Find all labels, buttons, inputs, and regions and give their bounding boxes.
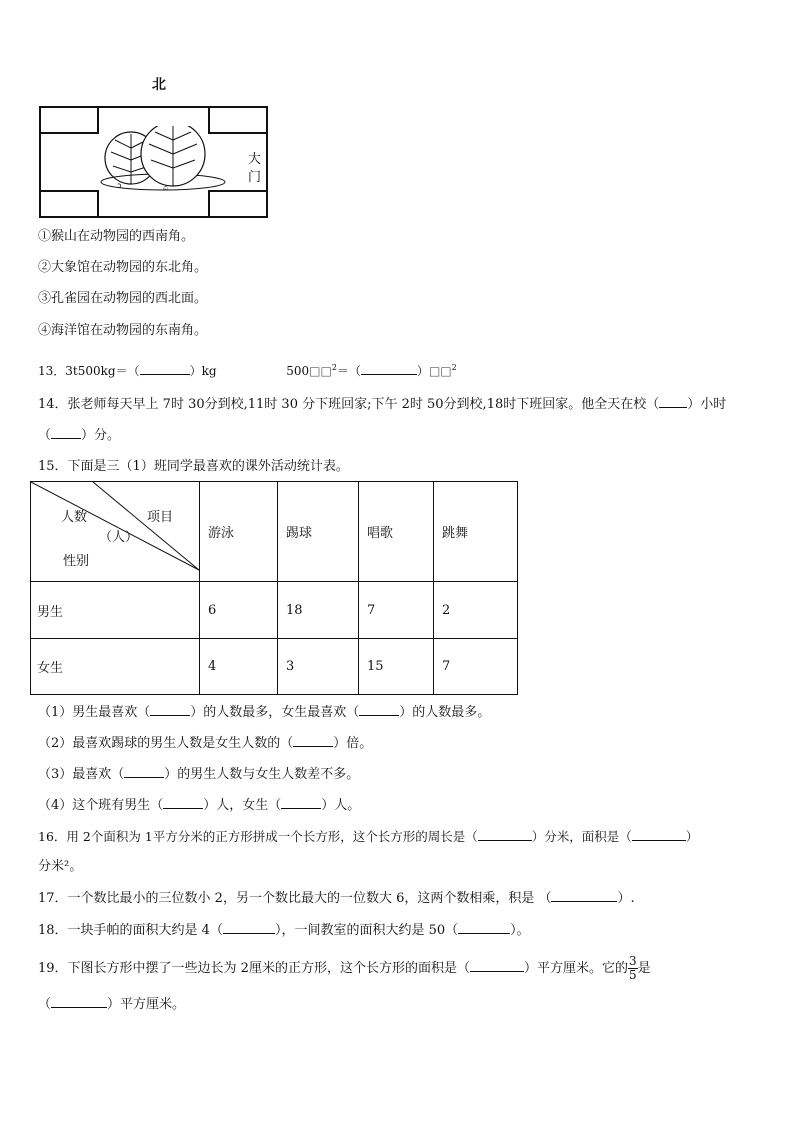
question-18 — [38, 921, 530, 940]
q14-minutes-blank[interactable] — [51, 426, 81, 439]
q15-sub2-text-a: （2）最喜欢踢球的男生人数是女生人数的（ — [38, 736, 294, 751]
q13-b-sup: 2 — [331, 363, 337, 372]
q17-blank[interactable] — [551, 889, 617, 902]
q19-text-b: ）平方厘米。它的 — [523, 961, 628, 976]
activity-stat-table — [30, 481, 518, 695]
fraction-numerator: 3 — [628, 954, 637, 968]
q13-a-prefix: 13．3t500kg＝（ — [38, 364, 140, 378]
q15-sub1-text-a: （1）男生最喜欢（ — [38, 705, 151, 720]
header-unit: （人） — [99, 530, 139, 545]
q17-text-b: ）. — [617, 891, 635, 906]
q19-blank-2[interactable] — [51, 995, 107, 1008]
q15-sub2-text-b: ）倍。 — [333, 736, 373, 751]
q15-sub-4 — [38, 796, 360, 815]
question-17 — [38, 889, 635, 908]
q19-blank-1[interactable] — [470, 959, 524, 972]
gate-label-2: 门 — [248, 170, 262, 185]
q18-blank-2[interactable] — [458, 921, 510, 934]
table-cell: 7 — [434, 639, 518, 695]
table-cell: 18 — [278, 582, 359, 639]
q15-sub3-blank[interactable] — [124, 765, 164, 778]
q13-b-prefix: 500 — [286, 364, 310, 378]
fraction — [628, 955, 638, 982]
table-header-row — [31, 482, 518, 582]
question-16-line-1 — [38, 828, 698, 846]
trees-icon — [91, 126, 231, 196]
q14-hours-blank[interactable] — [659, 395, 687, 408]
q14-text-a: 14．张老师每天早上 7时 30分到校,11时 30 分下班回家;下午 2时 50分到校,18时下班回家。他全天在校（ — [38, 397, 660, 412]
q12-option-1: ①猴山在动物园的西南角。 — [38, 229, 195, 244]
q19-text-e: ）平方厘米。 — [107, 997, 186, 1012]
q15-sub4-blank-2[interactable] — [281, 796, 321, 809]
q16-perimeter-blank[interactable] — [478, 828, 532, 841]
table-diagonal-header — [31, 482, 200, 582]
q19-text-d: （ — [38, 997, 52, 1012]
header-count: 人数 — [61, 510, 88, 525]
question-14-line-2 — [38, 426, 120, 445]
q15-sub3-text-b: ）的男生人数与女生人数差不多。 — [164, 767, 360, 782]
q15-sub4-blank-1[interactable] — [163, 796, 203, 809]
zoo-map — [39, 106, 268, 218]
q13-b-unit2: □□ — [428, 364, 452, 378]
q16-text-b: ）分米，面积是（ — [531, 829, 632, 844]
q13-b-suffix: ） — [416, 364, 429, 378]
table-row — [31, 582, 518, 639]
q19-text-a: 19．下图长方形中摆了一些边长为 2厘米的正方形，这个长方形的面积是（ — [38, 961, 470, 976]
q15-sub2-blank[interactable] — [293, 734, 333, 747]
question-19-line-2 — [38, 995, 185, 1014]
q14-text-b: ）小时 — [687, 397, 727, 412]
fraction-denominator: 5 — [628, 968, 637, 982]
q15-intro: 15．下面是三（1）班同学最喜欢的课外活动统计表。 — [38, 459, 349, 474]
q15-sub-3 — [38, 765, 359, 784]
q15-sub3-text-a: （3）最喜欢（ — [38, 767, 125, 782]
q17-text-a: 17．一个数比最小的三位数小 2，另一个数比最大的一位数大 6，这两个数相乘，积是 （ — [38, 891, 552, 906]
q14-text-d: ）分。 — [81, 428, 121, 443]
q16-area-blank[interactable] — [632, 828, 686, 841]
q15-sub-1 — [38, 703, 490, 722]
header-gender: 性别 — [63, 554, 90, 569]
table-cell: 4 — [200, 639, 278, 695]
q15-sub1-text-c: ）的人数最多。 — [399, 705, 491, 720]
q19-text-c: 是 — [637, 961, 651, 976]
svg-text:ಎ: ಎ — [163, 183, 169, 192]
north-label: 北 — [152, 77, 166, 93]
table-cell: 6 — [200, 582, 278, 639]
q16-text-a: 16．用 2个面积为 1平方分米的正方形拼成一个长方形，这个长方形的周长是（ — [38, 829, 478, 844]
map-corner-sw — [39, 190, 99, 218]
q15-sub1-blank-2[interactable] — [359, 703, 399, 716]
q13-b-sup2: 2 — [451, 363, 457, 372]
column-header: 唱歌 — [359, 482, 434, 582]
question-16-line-2: 分米²。 — [38, 859, 83, 874]
table-cell: 2 — [434, 582, 518, 639]
q13-a-suffix: ）kg — [189, 364, 217, 378]
column-header: 游泳 — [200, 482, 278, 582]
table-row — [31, 639, 518, 695]
q13-a-blank[interactable] — [140, 362, 190, 375]
q15-sub4-text-a: （4）这个班有男生（ — [38, 798, 164, 813]
q14-text-c: （ — [38, 428, 52, 443]
table-cell: 3 — [278, 639, 359, 695]
row-label: 女生 — [31, 639, 200, 695]
row-label: 男生 — [31, 582, 200, 639]
q15-sub1-text-b: ）的人数最多，女生最喜欢（ — [190, 705, 360, 720]
q15-sub4-text-b: ）人，女生（ — [203, 798, 282, 813]
q15-sub1-blank-1[interactable] — [150, 703, 190, 716]
table-cell: 15 — [359, 639, 434, 695]
q18-text-c: ）。 — [510, 923, 530, 938]
q13-b-blank[interactable] — [361, 362, 417, 375]
header-item: 项目 — [147, 510, 174, 525]
q15-sub-2 — [38, 734, 372, 753]
table-cell: 7 — [359, 582, 434, 639]
q18-blank-1[interactable] — [223, 921, 275, 934]
map-corner-nw — [39, 106, 99, 134]
q13-b-mid: ＝（ — [336, 364, 361, 378]
q13-b-unit: □□ — [309, 364, 332, 378]
column-header: 踢球 — [278, 482, 359, 582]
column-header: 跳舞 — [434, 482, 518, 582]
q15-sub4-text-c: ）人。 — [321, 798, 361, 813]
question-14-line-1 — [38, 395, 726, 414]
q18-text-b: ），一间教室的面积大约是 50（ — [274, 923, 459, 938]
q16-text-c: ） — [685, 829, 699, 844]
gate-label-1: 大 — [248, 152, 262, 167]
question-13 — [38, 359, 457, 380]
q12-option-4: ④海洋馆在动物园的东南角。 — [38, 323, 208, 338]
q12-option-2: ②大象馆在动物园的东北角。 — [38, 260, 208, 275]
svg-text:ɔ: ɔ — [117, 181, 122, 190]
q12-option-3: ③孔雀园在动物园的西北面。 — [38, 291, 208, 306]
question-19-line-1 — [38, 955, 651, 982]
q18-text-a: 18．一块手帕的面积大约是 4（ — [38, 923, 223, 938]
